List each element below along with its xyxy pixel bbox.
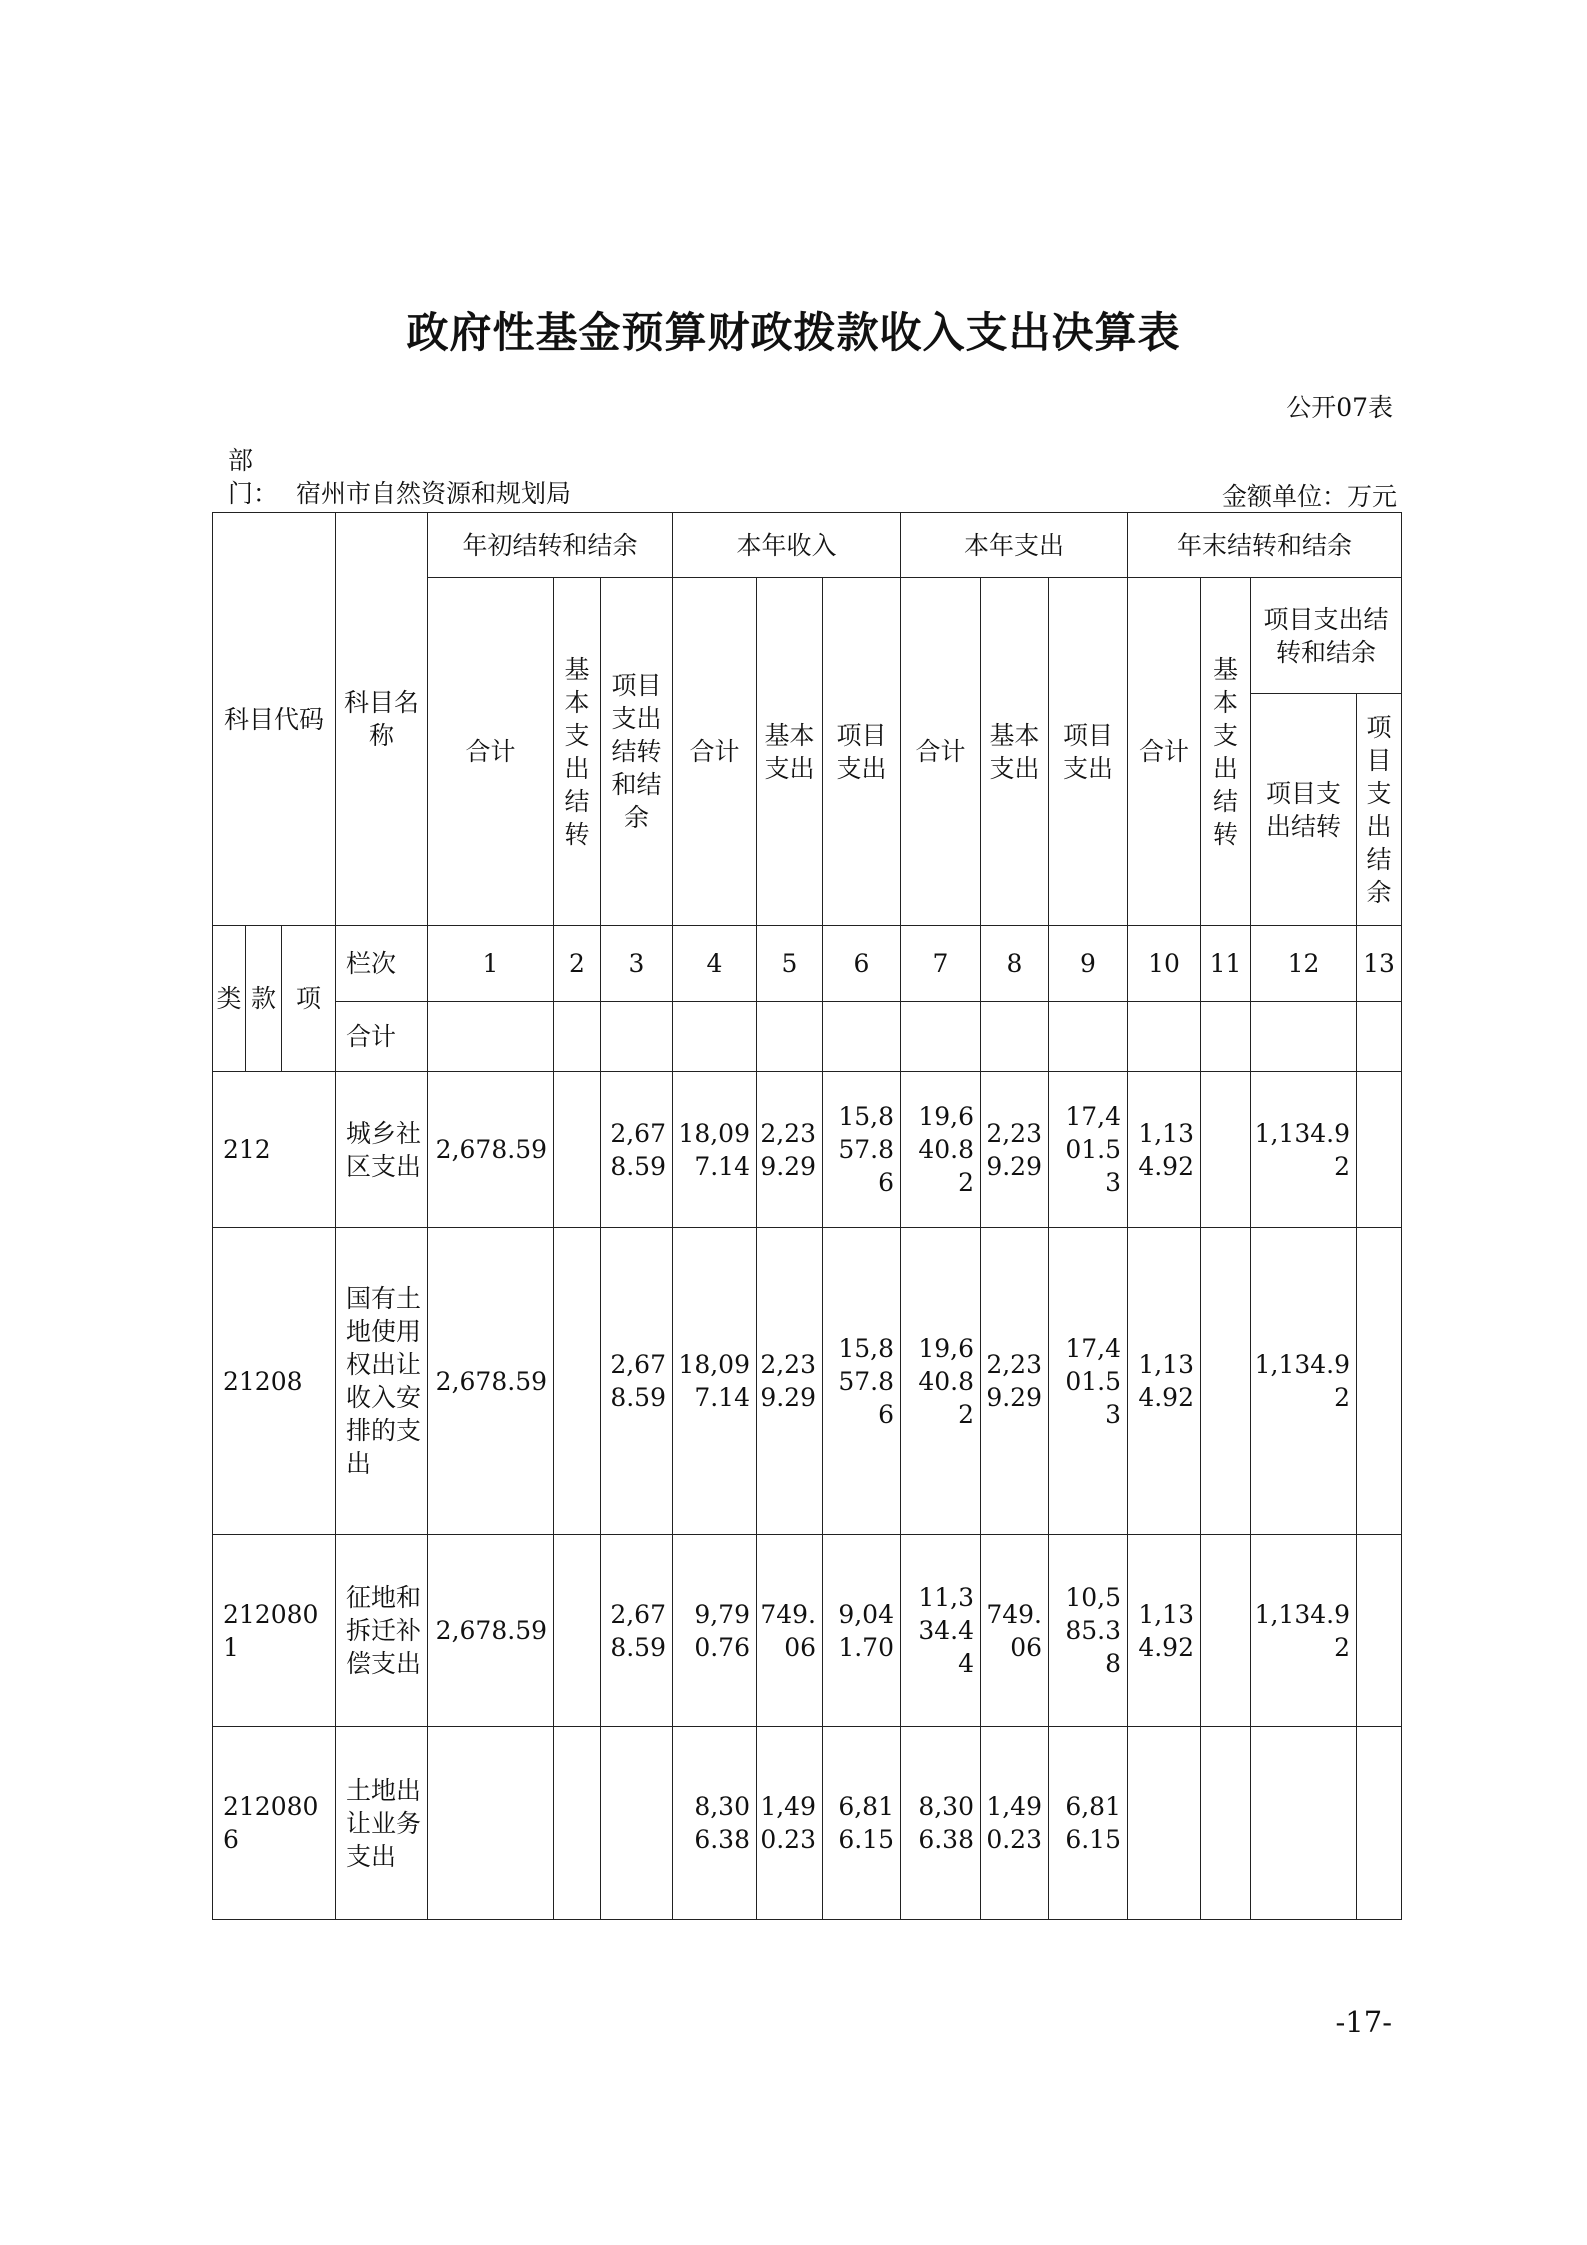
total-cell (1357, 1002, 1402, 1072)
total-cell (601, 1002, 673, 1072)
total-cell (1128, 1002, 1201, 1072)
column-number: 10 (1128, 926, 1201, 1002)
header-col: 项目支出结余 (1357, 694, 1402, 926)
value-cell (1251, 1727, 1357, 1920)
value-cell: 9,790.76 (673, 1535, 757, 1727)
lanci-label: 栏次 (336, 926, 428, 1002)
value-cell: 2,239.29 (981, 1072, 1049, 1228)
value-cell: 2,678.59 (601, 1072, 673, 1228)
value-cell: 749.06 (757, 1535, 823, 1727)
subject-name: 征地和拆迁补偿支出 (336, 1535, 428, 1727)
value-cell: 18,097.14 (673, 1072, 757, 1228)
subject-code: 21208 (213, 1228, 336, 1535)
value-cell: 10,585.38 (1049, 1535, 1128, 1727)
department (228, 444, 572, 510)
subject-name: 城乡社区支出 (336, 1072, 428, 1228)
value-cell (1201, 1727, 1251, 1920)
header-group: 本年支出 (901, 513, 1128, 578)
total-cell (554, 1002, 601, 1072)
subject-name: 土地出让业务支出 (336, 1727, 428, 1920)
header-col: 项目支出结转和结余 (601, 578, 673, 926)
header-group: 本年收入 (673, 513, 901, 578)
value-cell: 15,857.86 (823, 1228, 901, 1535)
total-cell (981, 1002, 1049, 1072)
column-number: 11 (1201, 926, 1251, 1002)
header-xiang: 项 (282, 926, 336, 1072)
value-cell: 2,678.59 (428, 1072, 554, 1228)
value-cell: 1,134.92 (1251, 1228, 1357, 1535)
total-cell (1201, 1002, 1251, 1072)
table-number: 公开07表 (1286, 393, 1393, 422)
column-number: 4 (673, 926, 757, 1002)
value-cell: 2,678.59 (601, 1228, 673, 1535)
table-row (213, 1072, 1402, 1228)
table-row (213, 1727, 1402, 1920)
dept-label-1: 部 (228, 446, 254, 475)
value-cell (1128, 1727, 1201, 1920)
column-number: 5 (757, 926, 823, 1002)
total-cell (1251, 1002, 1357, 1072)
value-cell: 17,401.53 (1049, 1072, 1128, 1228)
value-cell: 2,678.59 (428, 1535, 554, 1727)
subject-code: 212 (213, 1072, 336, 1228)
value-cell (1357, 1535, 1402, 1727)
value-cell (554, 1727, 601, 1920)
total-cell (757, 1002, 823, 1072)
header-kuan: 款 (246, 926, 282, 1072)
value-cell: 2,678.59 (601, 1535, 673, 1727)
dept-label-2: 门： (228, 479, 279, 508)
value-cell (601, 1727, 673, 1920)
value-cell: 11,334.44 (901, 1535, 981, 1727)
column-number: 7 (901, 926, 981, 1002)
value-cell (428, 1727, 554, 1920)
value-cell (1201, 1072, 1251, 1228)
value-cell: 1,134.92 (1128, 1228, 1201, 1535)
value-cell: 6,816.15 (1049, 1727, 1128, 1920)
header-col: 项目支出 (823, 578, 901, 926)
header-col: 合计 (901, 578, 981, 926)
value-cell (1201, 1535, 1251, 1727)
column-number: 1 (428, 926, 554, 1002)
budget-table (212, 512, 1402, 1920)
subject-name: 国有土地使用权出让收入安排的支出 (336, 1228, 428, 1535)
value-cell: 8,306.38 (673, 1727, 757, 1920)
value-cell: 17,401.53 (1049, 1228, 1128, 1535)
value-cell: 1,490.23 (981, 1727, 1049, 1920)
header-group: 年末结转和结余 (1128, 513, 1402, 578)
header-col: 合计 (1128, 578, 1201, 926)
value-cell (1357, 1072, 1402, 1228)
header-col: 基本支出结转 (554, 578, 601, 926)
table-row (213, 1228, 1402, 1535)
header-col: 项目支出 (1049, 578, 1128, 926)
total-label: 合计 (336, 1002, 428, 1072)
value-cell: 2,678.59 (428, 1228, 554, 1535)
total-cell (1049, 1002, 1128, 1072)
value-cell: 19,640.82 (901, 1228, 981, 1535)
header-col: 项目支出结转 (1251, 694, 1357, 926)
value-cell: 749.06 (981, 1535, 1049, 1727)
table-row (213, 1535, 1402, 1727)
header-col: 基本支出结转 (1201, 578, 1251, 926)
value-cell: 15,857.86 (823, 1072, 901, 1228)
dept-name: 宿州市自然资源和规划局 (296, 479, 572, 508)
value-cell: 19,640.82 (901, 1072, 981, 1228)
value-cell (1357, 1727, 1402, 1920)
value-cell (554, 1072, 601, 1228)
column-number: 8 (981, 926, 1049, 1002)
header-name: 科目名称 (336, 513, 428, 926)
value-cell: 18,097.14 (673, 1228, 757, 1535)
column-number: 6 (823, 926, 901, 1002)
subject-code: 2120801 (213, 1535, 336, 1727)
total-cell (673, 1002, 757, 1072)
value-cell: 9,041.70 (823, 1535, 901, 1727)
value-cell: 1,134.92 (1128, 1072, 1201, 1228)
page-number: -17- (1335, 2005, 1392, 2039)
value-cell: 8,306.38 (901, 1727, 981, 1920)
column-number: 9 (1049, 926, 1128, 1002)
value-cell: 1,490.23 (757, 1727, 823, 1920)
value-cell (1357, 1228, 1402, 1535)
column-number: 3 (601, 926, 673, 1002)
value-cell (554, 1228, 601, 1535)
header-subgroup: 项目支出结转和结余 (1251, 578, 1402, 694)
value-cell: 1,134.92 (1128, 1535, 1201, 1727)
column-number: 12 (1251, 926, 1357, 1002)
total-cell (428, 1002, 554, 1072)
value-cell (554, 1535, 601, 1727)
page-title: 政府性基金预算财政拨款收入支出决算表 (406, 308, 1181, 357)
subject-code: 2120806 (213, 1727, 336, 1920)
header-lei: 类 (213, 926, 246, 1072)
value-cell (1201, 1228, 1251, 1535)
header-col: 合计 (428, 578, 554, 926)
total-cell (823, 1002, 901, 1072)
total-cell (901, 1002, 981, 1072)
value-cell: 6,816.15 (823, 1727, 901, 1920)
header-group: 年初结转和结余 (428, 513, 673, 578)
header-col: 基本支出 (981, 578, 1049, 926)
value-cell: 2,239.29 (757, 1228, 823, 1535)
value-cell: 1,134.92 (1251, 1072, 1357, 1228)
value-cell: 2,239.29 (757, 1072, 823, 1228)
header-col: 基本支出 (757, 578, 823, 926)
header-col: 合计 (673, 578, 757, 926)
value-cell: 2,239.29 (981, 1228, 1049, 1535)
amount-unit: 金额单位：万元 (1221, 482, 1397, 511)
header-code: 科目代码 (213, 513, 336, 926)
column-number: 2 (554, 926, 601, 1002)
column-number: 13 (1357, 926, 1402, 1002)
value-cell: 1,134.92 (1251, 1535, 1357, 1727)
